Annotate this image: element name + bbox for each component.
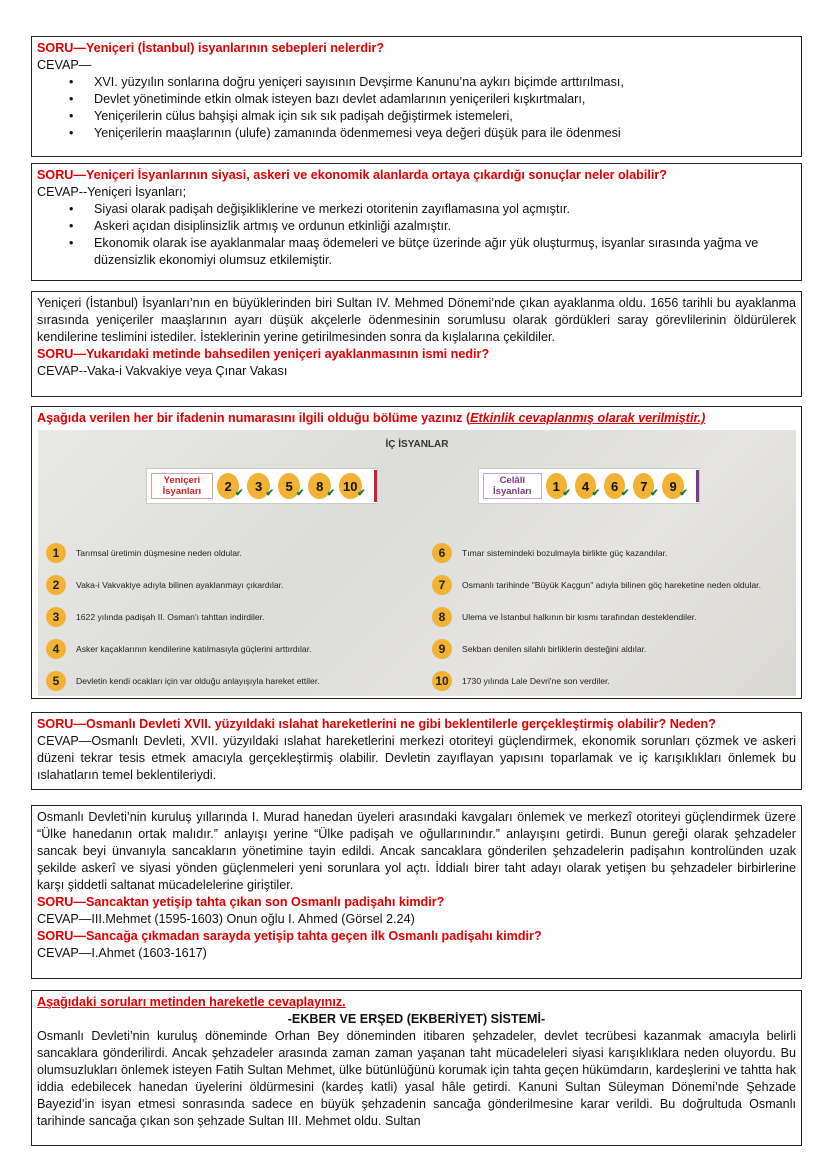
statement-item: 1 Tarımsal üretimin düşmesine neden oldular. [46, 543, 242, 563]
answer-text: CEVAP—I.Ahmet (1603-1617) [37, 946, 207, 960]
answer-number: 1 ✔ [546, 473, 567, 499]
question-text: SORU—Yeniçeri (İstanbul) isyanlarının sebepleri nelerdir? [37, 41, 385, 55]
answer-number: 10 ✔ [339, 473, 362, 499]
activity-box [31, 406, 802, 699]
answer-number: 8 ✔ [308, 473, 331, 499]
answer-text: CEVAP—Osmanlı Devleti, XVII. yüzyıldaki ıslahat hareketlerini merkezi otoriteyi güçlendirmek, ekonomik sorunları çözmek ve askeri düzeni tekrar tesis etmek amacıyla gerçekleştirmiş olabilir. Devletin zayıflayan yapısını toparlamak ve iç karışıklıkları önlemek bu ıslahatların temel beklentileriydi. [37, 734, 796, 782]
statement-item: 3 1622 yılında padişah II. Osman'ı tahttan indirdiler. [46, 607, 264, 627]
answer-list [37, 74, 796, 142]
list-item: • Devlet yönetiminde etkin olmak isteyen bazı devlet adamlarının yeniçerileri kışkırtmaları, [69, 91, 796, 108]
answer-label: CEVAP--Yeniçeri İsyanları; [37, 185, 187, 199]
list-item: • Siyasi olarak padişah değişikliklerine ve merkezi otoritenin zayıflamasına yol açmıştır. [69, 201, 796, 218]
group-yeniceri [146, 468, 378, 504]
check-icon: ✔ [679, 488, 688, 499]
text-box-7 [31, 990, 802, 1146]
list-item: • Yeniçerilerin cülus bahşişi almak için sık sık padişah değiştirmek istemeleri, [69, 108, 796, 125]
question-box-1 [31, 36, 802, 157]
answer-label: CEVAP— [37, 58, 92, 72]
question-text: SORU—Osmanlı Devleti XVII. yüzyıldaki ıslahat hareketlerini ne gibi beklentilerle gerçekleştirmiş olabilir? Neden? [37, 717, 716, 731]
check-icon: ✔ [591, 488, 601, 499]
statement-item: 7 Osmanlı tarihinde "Büyük Kaçgun" adıyla bilinen göç hareketine neden oldular. [432, 575, 761, 595]
statement-item: 5 Devletin kendi ocakları için var olduğu anlayışıyla hareket ettiler. [46, 671, 320, 691]
list-item: • Askeri açıdan disiplinsizlik artmış ve ordunun etkinliği azalmıştır. [69, 218, 796, 235]
activity-title: İÇ İSYANLAR [385, 439, 449, 450]
statement-item: 2 Vaka-i Vakvakiye adıyla bilinen ayaklanmayı çıkardılar. [46, 575, 283, 595]
group-accent-bar [374, 470, 377, 502]
group-label: Yeniçeri İsyanları [151, 473, 213, 499]
statement-item: 6 Tımar sistemindeki bozulmayla birlikte güç kazandılar. [432, 543, 667, 563]
group-celali [478, 468, 700, 504]
text-box-6 [31, 805, 802, 979]
check-icon: ✔ [357, 488, 366, 499]
answer-number: 2 ✔ [217, 473, 240, 499]
statement-item: 8 Ulema ve İstanbul halkının bir kısmı tarafından desteklendiler. [432, 607, 697, 627]
instruction-note: Etkinlik cevaplanmış olarak verilmiştir.) [470, 411, 706, 425]
list-item: • Yeniçerilerin maaşlarının (ulufe) zamanında ödenmemesi veya değeri düşük para ile ödenmesi [69, 125, 796, 142]
answer-text: CEVAP--Vaka-i Vakvakiye veya Çınar Vakası [37, 364, 288, 378]
check-icon: ✔ [296, 488, 305, 499]
paragraph: Yeniçeri (İstanbul) İsyanları’nın en büyüklerinden biri Sultan IV. Mehmed Dönemi’nde çıkan ayaklanma oldu. 1656 tarihli bu ayaklanma sırasında yeniçeriler maaşlarının ayarı düşük akçelerle ödenmesinin sorumlusu olarak gördükleri saray görevlilerinin öldürülerek kendilerine teslimini istediler. İsteklerinin yerine getirilmesinden sonra da kışlalarına çekildiler. [37, 296, 796, 344]
answer-list [37, 201, 796, 269]
answer-number: 5 ✔ [278, 473, 301, 499]
check-icon: ✔ [234, 488, 244, 499]
question-text: SORU—Yukarıdaki metinde bahsedilen yeniçeri ayaklanmasının ismi nedir? [37, 347, 490, 361]
text-box-3 [31, 291, 802, 397]
activity-image [38, 430, 796, 696]
check-icon: ✔ [265, 488, 274, 499]
answer-number: 7 ✔ [633, 473, 654, 499]
answer-number: 4 ✔ [575, 473, 596, 499]
group-accent-bar [696, 470, 699, 502]
statement-item: 9 Sekban denilen silahlı birliklerin desteğini aldılar. [432, 639, 646, 659]
group-label: Celâlî İsyanları [483, 473, 542, 499]
activity-instruction: Aşağıda verilen her bir ifadenin numarasını ilgili olduğu bölüme yazınız (Etkinlik cevaplanmış olarak verilmiştir.) [37, 411, 706, 425]
section-title: -EKBER VE ERŞED (EKBERİYET) SİSTEMİ- [287, 1012, 546, 1026]
answer-text: CEVAP—III.Mehmet (1595-1603) Onun oğlu I. Ahmed (Görsel 2.24) [37, 912, 415, 926]
paragraph: Osmanlı Devleti’nin kuruluş döneminde Orhan Bey döneminden itibaren şehzadeler, devlet tecrübesi kazanmak amacıyla belirli sancaklara gönderilirdi. Ancak şehzadeler arasında zaman zaman yaşanan taht mücadeleleri siyasi karışıklıklara neden oluyordu. Bu olumsuzlukları önlemek isteyen Fatih Sultan Mehmet, ülke bütünlüğünü korumak için tahta geçen hükümdarın, kardeşlerini ve tahtta hak iddia edebilecek hanedan üyelerini öldürmesini (kardeş katli) yasal hâle getirdi. Kanuni Sultan Süleyman Dönemi’nde Şehzade Bayezid’in isyan etmesi sonrasında sadece en büyük şehzadenin sancağa gönderilmesine karar verildi. Bu doğrultuda Osmanlı tarihinde sancağa çıkan son şehzade Sultan III. Mehmet oldu. Sultan [37, 1029, 796, 1128]
answer-number: 6 ✔ [604, 473, 625, 499]
list-item: • XVI. yüzyılın sonlarına doğru yeniçeri sayısının Devşirme Kanunu’na aykırı biçimde arttırılması, [69, 74, 796, 91]
question-text: SORU—Yeniçeri İsyanlarının siyasi, askeri ve ekonomik alanlarda ortaya çıkardığı sonuçlar neler olabilir? [37, 168, 667, 182]
statement-item: 10 1730 yılında Lale Devri'ne son verdiler. [432, 671, 610, 691]
statement-item: 4 Asker kaçaklarının kendilerine katılmasıyla güçlerini arttırdılar. [46, 639, 311, 659]
answer-number: 9 ✔ [662, 473, 683, 499]
question-text: SORU—Sancağa çıkmadan sarayda yetişip tahta geçen ilk Osmanlı padişahı kimdir? [37, 929, 542, 943]
section-instruction: Aşağıdaki soruları metinden hareketle cevaplayınız. [37, 995, 346, 1009]
check-icon: ✔ [650, 488, 659, 499]
answer-number: 3 ✔ [247, 473, 270, 499]
check-icon: ✔ [562, 488, 571, 499]
question-text: SORU—Sancaktan yetişip tahta çıkan son Osmanlı padişahı kimdir? [37, 895, 445, 909]
paragraph: Osmanlı Devleti’nin kuruluş yıllarında I. Murad hanedan üyeleri arasındaki kavgaları önlemek ve merkezî otoriteyi güçlendirmek üzere “Ülke hanedanın ortak malıdır.” anlayışı yerine “Ülke padişah ve oğullarınındır.” anlayışını getirdi. Bunun gereği olarak şehzadeler sancak beyi ünvanıyla sancakların yönetimine tayin edildi. Ancak sancaklara gönderilen şehzadelerin padişahın kontrolünden uzak şekilde askerî ve siyasi yönden güçlenmeleri yeni sorunlara yol açtı. İddialı birer taht adayı olarak yetişen bu şehzadeler birbirlerine karşı şiddetli saltanat mücadelelerine giriştiler. [37, 810, 796, 892]
check-icon: ✔ [620, 488, 630, 499]
list-item: • Ekonomik olarak ise ayaklanmalar maaş ödemeleri ve bütçe üzerinde ağır yük oluşturmuş, isyanlar sırasında yağma ve düzensizlik ekonomiyi olumsuz etkilemiştir. [69, 235, 796, 269]
question-box-2 [31, 163, 802, 281]
check-icon: ✔ [326, 488, 335, 499]
question-box-5 [31, 712, 802, 790]
